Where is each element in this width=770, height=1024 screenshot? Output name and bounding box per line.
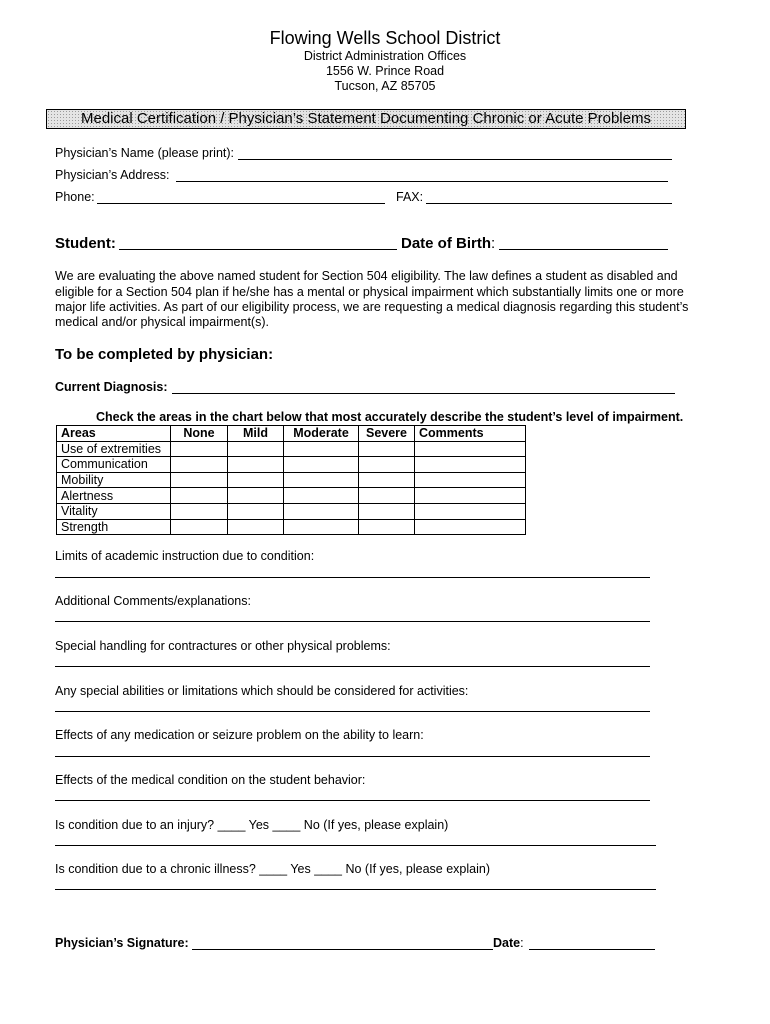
chart-header-mild: Mild [228, 426, 284, 442]
table-row [57, 503, 526, 519]
question-chronic-illness: Is condition due to a chronic illness? ____ Yes ____ No (If yes, please explain) [55, 862, 490, 876]
chart-cell-severe[interactable] [359, 519, 415, 535]
district-name: Flowing Wells School District [269, 28, 501, 48]
chart-cell-severe[interactable] [359, 503, 415, 519]
chart-header-comments: Comments [415, 426, 526, 442]
chart-cell-none[interactable] [171, 472, 228, 488]
intro-line-3: major life activities. As part of our eligibility process, we are requesting a medical diagnosis regarding this student’s [55, 300, 689, 314]
chart-cell-mild[interactable] [228, 472, 284, 488]
chart-instruction: Check the areas in the chart below that most accurately describe the student’s level of impairment. [96, 410, 684, 424]
table-row [57, 519, 526, 535]
table-row [57, 457, 526, 473]
question-academic-limits: Limits of academic instruction due to condition: [55, 549, 315, 563]
student-label: Student: [55, 235, 116, 252]
chart-cell-mild[interactable] [228, 519, 284, 535]
answer-chronic-illness[interactable] [55, 889, 656, 890]
chart-cell-severe[interactable] [359, 488, 415, 504]
chart-cell-comments[interactable] [415, 488, 526, 504]
chart-cell-comments[interactable] [415, 503, 526, 519]
answer-additional-comments[interactable] [55, 621, 650, 622]
chart-cell-comments[interactable] [415, 457, 526, 473]
question-additional-comments: Additional Comments/explanations: [55, 594, 251, 608]
dob-label-wrap [401, 235, 495, 252]
physician-address-label: Physician’s Address: [55, 168, 170, 182]
chart-row-area: Strength [57, 519, 171, 535]
answer-special-handling[interactable] [55, 666, 650, 667]
answer-abilities-limitations[interactable] [55, 711, 650, 712]
fax-field[interactable] [426, 203, 672, 204]
table-row [57, 441, 526, 457]
answer-academic-limits[interactable] [55, 577, 650, 578]
dob-colon: : [491, 235, 496, 252]
chart-cell-moderate[interactable] [284, 441, 359, 457]
physician-name-label: Physician’s Name (please print): [55, 146, 235, 160]
answer-medication-effects[interactable] [55, 756, 650, 757]
impairment-chart [56, 425, 526, 535]
question-behavior-effects: Effects of the medical condition on the student behavior: [55, 773, 366, 787]
date-label: Date [493, 936, 521, 950]
student-field[interactable] [119, 249, 397, 250]
chart-cell-none[interactable] [171, 503, 228, 519]
chart-header-moderate: Moderate [284, 426, 359, 442]
signature-field[interactable] [192, 949, 493, 950]
chart-cell-moderate[interactable] [284, 457, 359, 473]
signature-label: Physician’s Signature: [55, 936, 189, 950]
chart-row-area: Vitality [57, 503, 171, 519]
diagnosis-field[interactable] [172, 393, 675, 394]
table-row [57, 472, 526, 488]
chart-cell-moderate[interactable] [284, 503, 359, 519]
chart-cell-severe[interactable] [359, 441, 415, 457]
chart-cell-comments[interactable] [415, 472, 526, 488]
chart-cell-none[interactable] [171, 519, 228, 535]
chart-cell-severe[interactable] [359, 472, 415, 488]
diagnosis-label: Current Diagnosis: [55, 380, 168, 394]
form-title: Medical Certification / Physician’s Statement Documenting Chronic or Acute Problems [81, 110, 651, 127]
district-office: District Administration Offices [303, 49, 467, 63]
date-label-wrap [493, 936, 524, 950]
chart-cell-mild[interactable] [228, 457, 284, 473]
physician-name-field[interactable] [238, 159, 672, 160]
date-colon: : [520, 936, 524, 950]
intro-line-1: We are evaluating the above named student for Section 504 eligibility. The law defines a student as disabled and [55, 269, 678, 283]
chart-header-areas: Areas [57, 426, 171, 442]
chart-cell-moderate[interactable] [284, 519, 359, 535]
chart-row-area: Alertness [57, 488, 171, 504]
chart-cell-none[interactable] [171, 441, 228, 457]
question-injury: Is condition due to an injury? ____ Yes ____ No (If yes, please explain) [55, 818, 449, 832]
chart-row-area: Use of extremities [57, 441, 171, 457]
chart-cell-comments[interactable] [415, 441, 526, 457]
chart-cell-comments[interactable] [415, 519, 526, 535]
question-special-handling: Special handling for contractures or other physical problems: [55, 639, 391, 653]
chart-cell-moderate[interactable] [284, 488, 359, 504]
chart-cell-mild[interactable] [228, 503, 284, 519]
chart-cell-none[interactable] [171, 488, 228, 504]
fax-label: FAX: [396, 190, 424, 204]
physician-address-field[interactable] [176, 181, 668, 182]
physician-section-heading: To be completed by physician: [55, 346, 274, 363]
table-row [57, 488, 526, 504]
intro-line-2: eligible for a Section 504 plan if he/she has a mental or physical impairment which substantially limits one or more [55, 285, 684, 299]
phone-field[interactable] [97, 203, 385, 204]
district-street: 1556 W. Prince Road [325, 64, 445, 78]
date-field[interactable] [529, 949, 655, 950]
chart-row-area: Communication [57, 457, 171, 473]
chart-header-none: None [171, 426, 228, 442]
chart-cell-none[interactable] [171, 457, 228, 473]
chart-cell-mild[interactable] [228, 488, 284, 504]
chart-cell-mild[interactable] [228, 441, 284, 457]
chart-header-row [57, 426, 526, 442]
chart-header-severe: Severe [359, 426, 415, 442]
dob-field[interactable] [499, 249, 668, 250]
chart-cell-severe[interactable] [359, 457, 415, 473]
question-abilities-limitations: Any special abilities or limitations which should be considered for activities: [55, 684, 469, 698]
dob-label: Date of Birth [401, 235, 491, 252]
chart-row-area: Mobility [57, 472, 171, 488]
chart-cell-moderate[interactable] [284, 472, 359, 488]
answer-injury[interactable] [55, 845, 656, 846]
question-medication-effects: Effects of any medication or seizure problem on the ability to learn: [55, 728, 424, 742]
phone-label: Phone: [55, 190, 95, 204]
district-city: Tucson, AZ 85705 [334, 79, 436, 93]
intro-line-4: medical and/or physical impairment(s). [55, 315, 269, 329]
answer-behavior-effects[interactable] [55, 800, 650, 801]
